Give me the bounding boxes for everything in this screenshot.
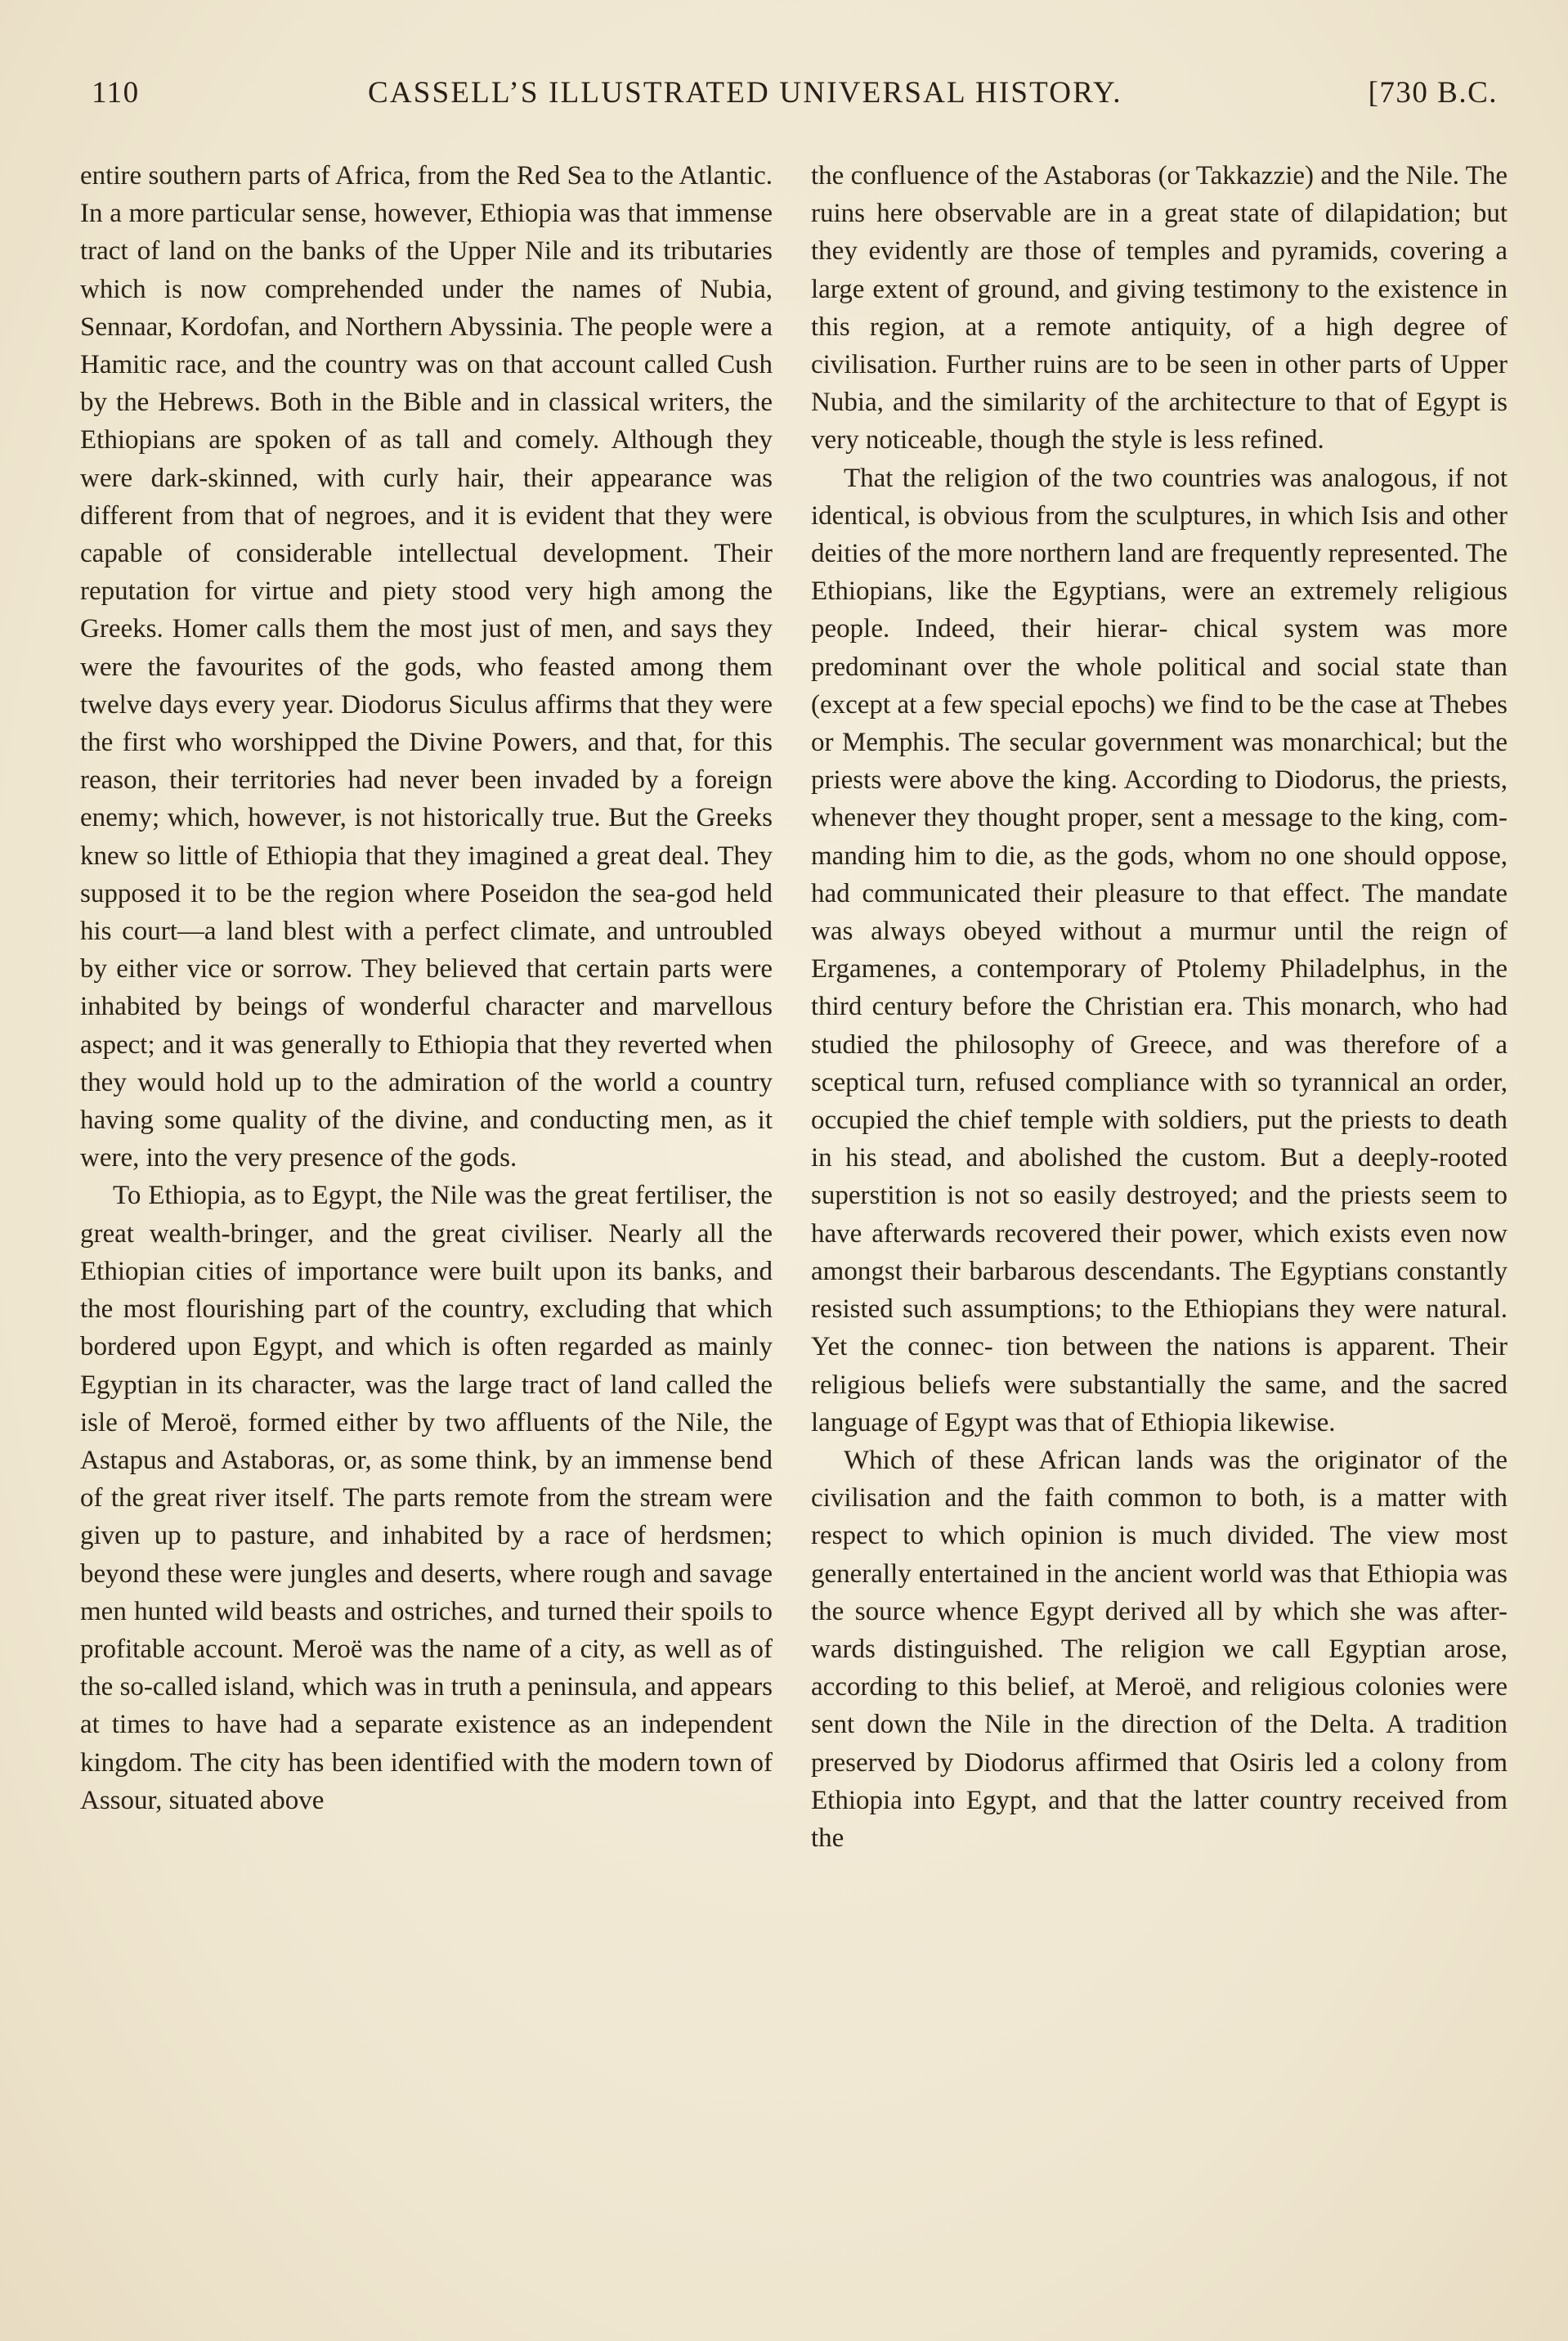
right-paragraph-2: That the religion of the two countries was analogous, if not identical, is obvious from the sculptures, in which Isis and other deities of the more northern land are frequently represented. The Ethiopians, like the Egyptians, were an extremely religious people. Indeed, their hierar- chical system was more predominant over the whole political and social state than (except at a few special epochs) we find to be the case at Thebes or Memphis. The secular government was monarchical; but the priests were above the king. According to Diodorus, the priests, whenever they thought proper, sent a message to the king, com- manding him to die, as the gods, whom no one should oppose, had communicated their pleasure to that effect. The mandate was always obeyed without a murmur until the reign of Ergamenes, a contemporary of Ptolemy Philadelphus, in the third century before the Christian era. This monarch, who had studied the philosophy of Greece, and was therefore of a sceptical turn, refused compliance with so tyrannical an order, occupied the chief temple with soldiers, put the priests to death in his stead, and abolished the custom. But a deeply-rooted superstition is not so easily destroyed; and the priests seem to have afterwards recovered their power, which exists even now amongst their barbarous descendants. The Egyptians constantly resisted such assumptions; to the Ethiopians they were natural. Yet the connec- tion between the nations is apparent. Their religious beliefs were substantially the same, and the sacred language of Egypt was that of Ethiopia likewise. — [811, 463, 1508, 1437]
page-number: 110 — [92, 76, 140, 110]
right-column — [811, 157, 1508, 1857]
page-header — [92, 75, 1498, 124]
left-paragraph-2: To Ethiopia, as to Egypt, the Nile was the great fertiliser, the great wealth-bringer, and the great civiliser. Nearly all the Ethiopian cities of importance were built upon its banks, and the most flourishing part of the country, excluding that which bordered upon Egypt, and which is often regarded as mainly Egyptian in its character, was the large tract of land called the isle of Meroë, formed either by two affluents of the Nile, the Astapus and Astaboras, or, as some think, by an immense bend of the great river itself. The parts remote from the stream were given up to pasture, and inhabited by a race of herdsmen; beyond these were jungles and deserts, where rough and savage men hunted wild beasts and ostriches, and turned their spoils to profitable account. Meroë was the name of a city, as well as of the so-called island, which was in truth a peninsula, and appears at times to have had a separate existence as an independent kingdom. The city has been identified with the modern town of Assour, situated above — [80, 1181, 773, 1815]
right-paragraph-1: the confluence of the Astaboras (or Takkazzie) and the Nile. The ruins here observable are in a great state of dilapidation; but they evidently are those of temples and pyramids, covering a large extent of ground, and giving testimony to the existence in this region, at a remote antiquity, of a high degree of civilisation. Further ruins are to be seen in other parts of Upper Nubia, and the similarity of the architecture to that of Egypt is very noticeable, though the style is less refined. — [811, 161, 1508, 455]
date-reference: [730 B.C. — [1368, 76, 1498, 110]
right-paragraph-3: Which of these African lands was the originator of the civilisation and the faith common to both, is a matter with respect to which opinion is much divided. The view most generally entertained in the ancient world was that Ethiopia was the source whence Egypt derived all by which she was after- wards distinguished. The religion we call Egyptian arose, according to this belief, at Meroë, and religious colonies were sent down the Nile in the direction of the Delta. A tradition preserved by Diodorus affirmed that Osiris led a colony from Ethiopia into Egypt, and that the latter country received from the — [811, 1445, 1508, 1853]
left-paragraph-1: entire southern parts of Africa, from the Red Sea to the Atlantic. In a more particular sense, however, Ethiopia was that immense tract of land on the banks of the Upper Nile and its tributaries which is now comprehended under the names of Nubia, Sennaar, Kordofan, and Northern Abyssinia. The people were a Hamitic race, and the country was on that account called Cush by the Hebrews. Both in the Bible and in classical writers, the Ethiopians are spoken of as tall and comely. Although they were dark-skinned, with curly hair, their appearance was different from that of negroes, and it is evident that they were capable of considerable intellectual development. Their reputation for virtue and piety stood very high among the Greeks. Homer calls them the most just of men, and says they were the favourites of the gods, who feasted among them twelve days every year. Diodorus Siculus affirms that they were the first who worshipped the Divine Powers, and that, for this reason, their territories had never been invaded by a foreign enemy; which, however, is not historically true. But the Greeks knew so little of Ethiopia that they imagined a great deal. They supposed it to be the region where Poseidon the sea-god held his court—a land blest with a perfect climate, and untroubled by either vice or sorrow. They believed that certain parts were inhabited by beings of wonderful character and marvellous aspect; and it was generally to Ethiopia that they reverted when they would hold up to the admiration of the world a country having some quality of the divine, and conducting men, as it were, into the very presence of the gods. — [80, 161, 773, 1173]
running-title: CASSELL’S ILLUSTRATED UNIVERSAL HISTORY. — [368, 76, 1122, 110]
left-column — [80, 157, 773, 1819]
